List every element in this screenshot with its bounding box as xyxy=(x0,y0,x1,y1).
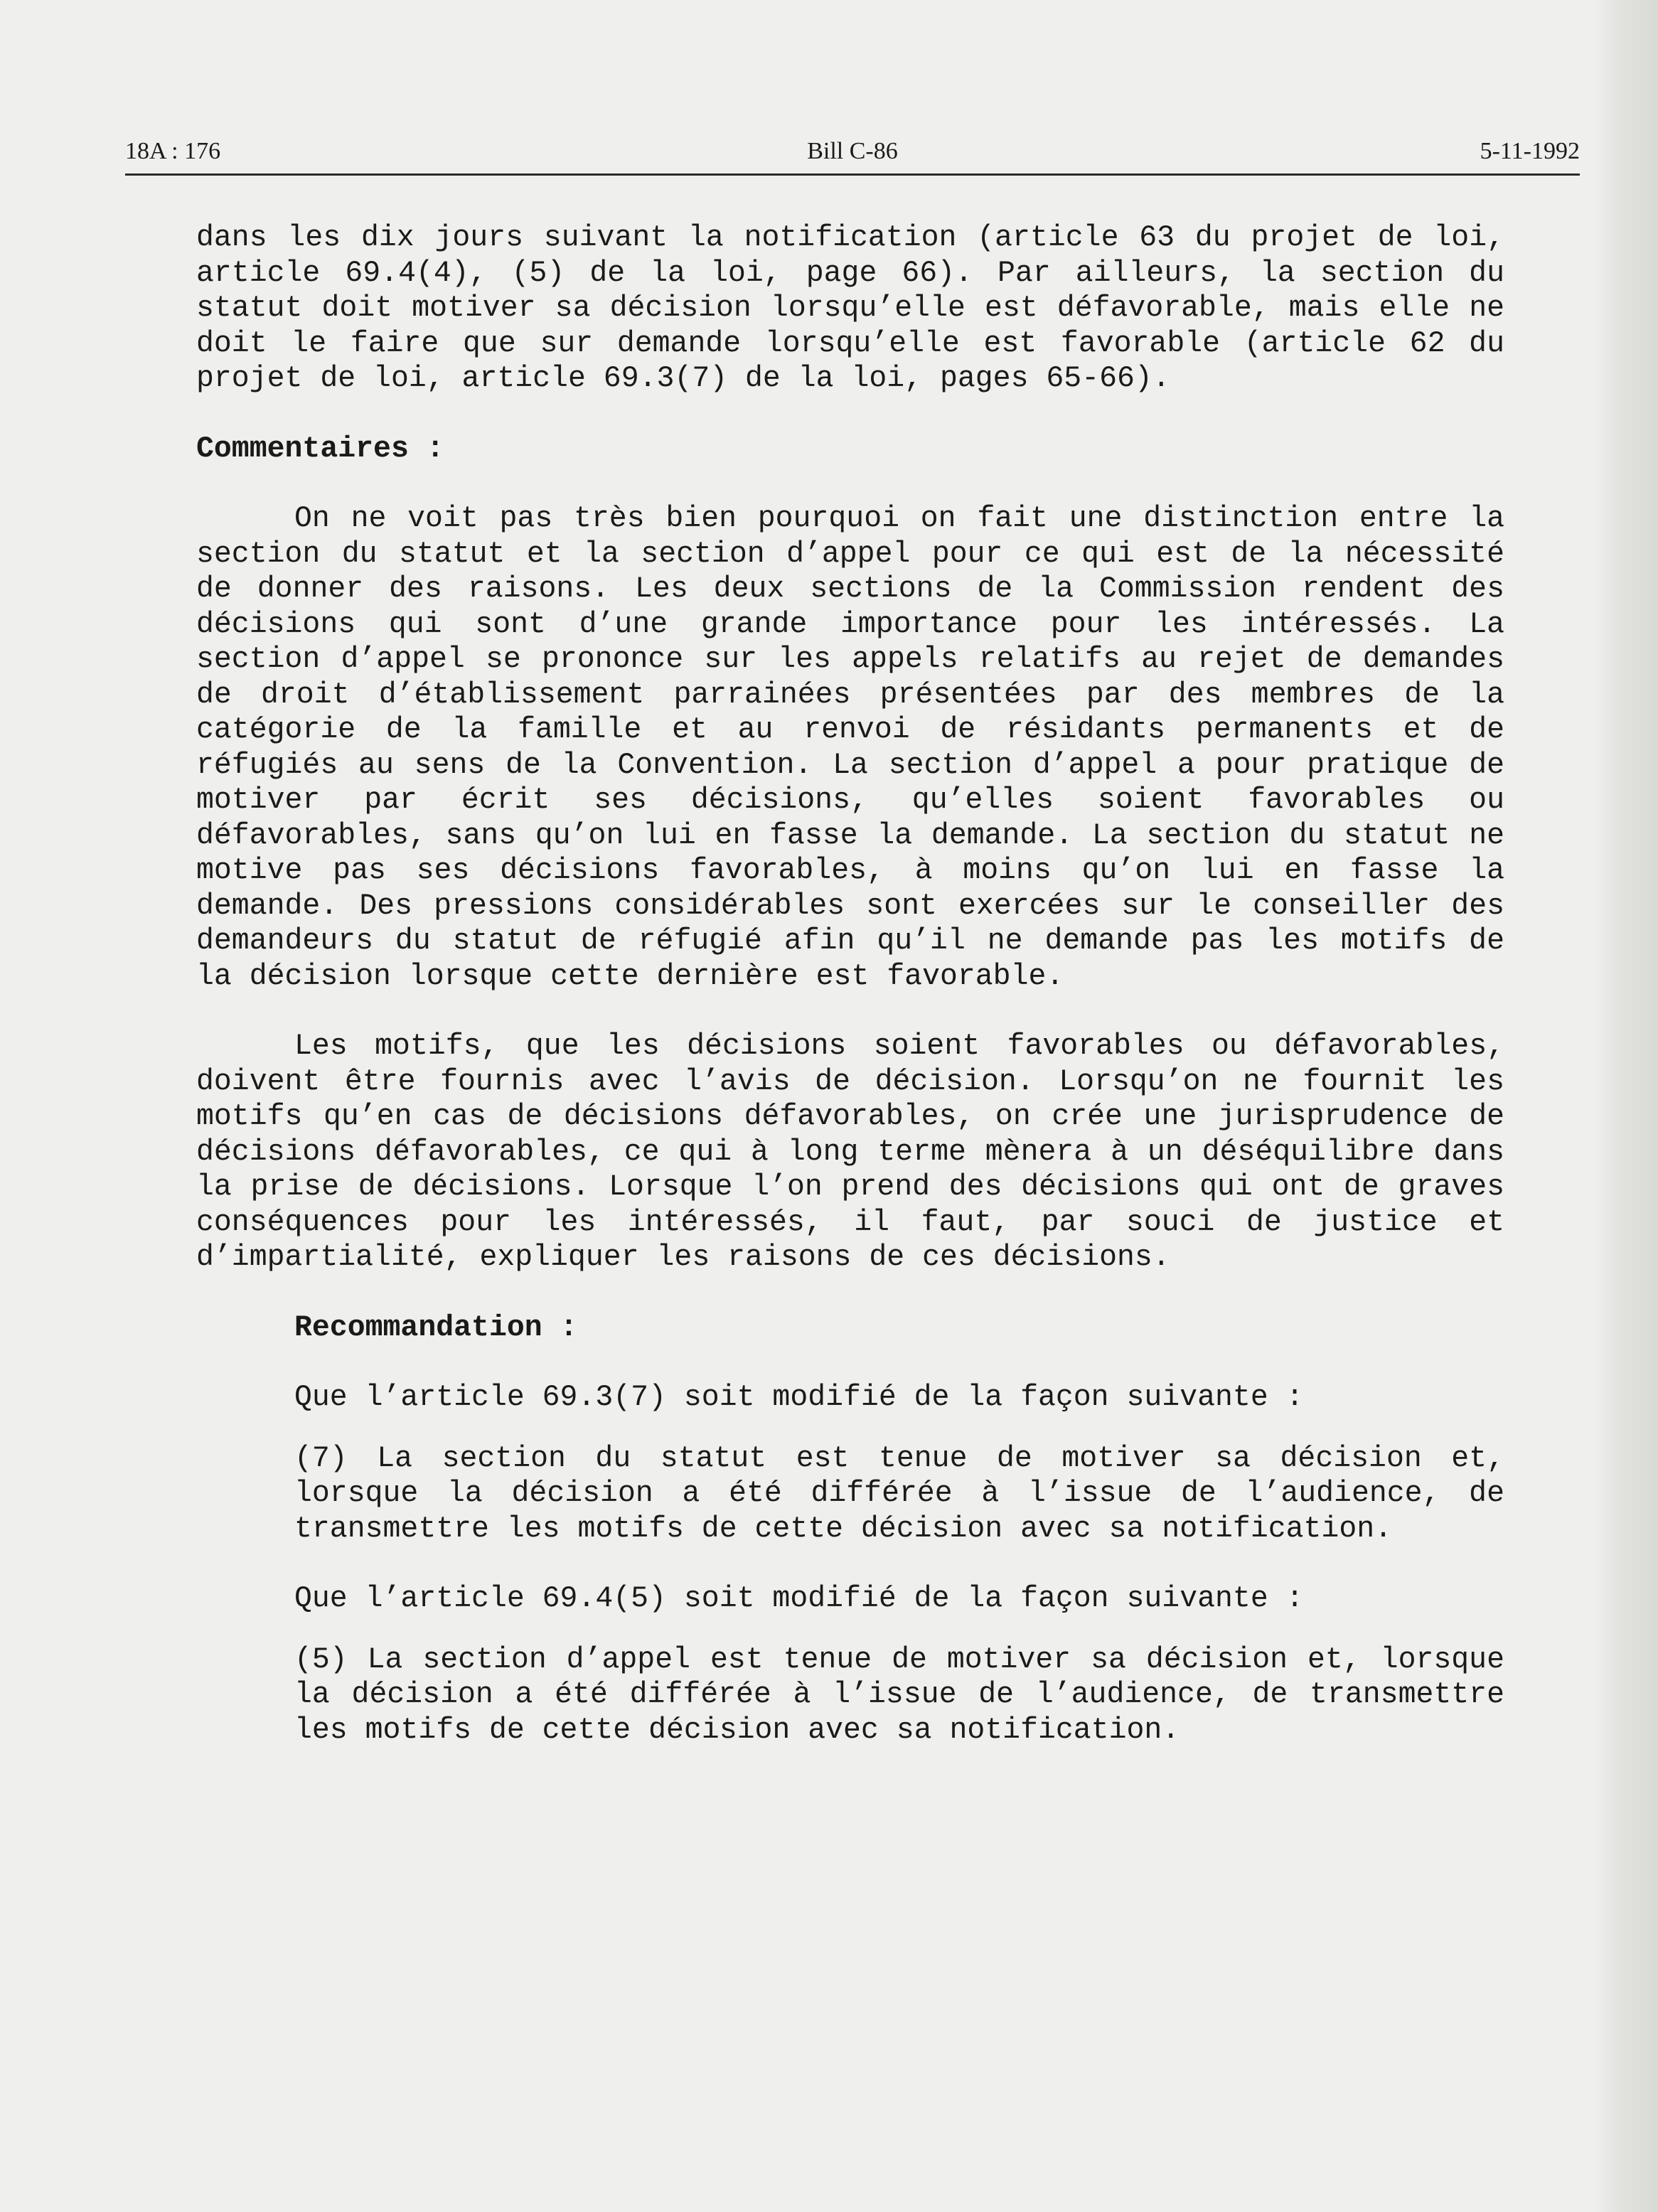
intro-paragraph: dans les dix jours suivant la notification (article 63 du projet de loi, article 69.4(4), (5) de la loi, page 66). Par ailleurs, la section du statut doit motiver sa décision lorsqu’elle est défavorable, mais elle ne doit le faire que sur demande lorsqu’elle est favorable (article 62 du projet de loi, article 69.3(7) de la loi, pages 65-66). xyxy=(196,221,1504,395)
comment-paragraph-2: Les motifs, que les décisions soient favorables ou défavorables, doivent être fournis avec l’avis de décision. Lorsqu’on ne fournit les motifs qu’en cas de décisions défavorables, on crée une jurisprudence de décisions défavorables, ce qui à long terme mènera à un déséquilibre dans la prise de décisions. Lorsque l’on prend des décisions qui ont de graves conséquences pour les intéressés, il faut, par souci de justice et d’impartialité, expliquer les raisons de ces décisions. xyxy=(196,1030,1504,1274)
commentaires-heading: Commentaires : xyxy=(196,432,444,466)
header-date: 5-11-1992 xyxy=(1480,138,1580,164)
recommandation-heading: Recommandation : xyxy=(294,1310,578,1345)
recommendation-1-text: (7) La section du statut est tenue de motiver sa décision et, lorsque la décision a été différée à l’issue de l’audience, de transmettre les motifs de cette décision avec sa notification. xyxy=(294,1441,1504,1546)
header-page-number: 18A : 176 xyxy=(125,138,221,164)
recommendation-2-text: (5) La section d’appel est tenue de motiver sa décision et, lorsque la décision a été différée à l’issue de l’audience, de transmettre les motifs de cette décision avec sa notification. xyxy=(294,1642,1504,1747)
page-edge-shadow xyxy=(1594,0,1658,2212)
recommendation-2-intro: Que l’article 69.4(5) soit modifié de la façon suivante : xyxy=(294,1582,1304,1615)
header-rule xyxy=(125,173,1580,176)
page-header xyxy=(125,134,1580,176)
recommendation-1-intro: Que l’article 69.3(7) soit modifié de la façon suivante : xyxy=(294,1381,1304,1414)
document-body xyxy=(196,220,1504,1748)
comment-paragraph-1: On ne voit pas très bien pourquoi on fait une distinction entre la section du statut et la section d’appel pour ce qui est de la nécessité de donner des raisons. Les deux sections de la Commission rendent des décisions qui sont d’une grande importance pour les intéressés. La section d’appel se prononce sur les appels relatifs au rejet de demandes de droit d’établissement parrainées présentées par des membres de la catégorie de la famille et au renvoi de résidants permanents et de réfugiés au sens de la Convention. La section d’appel a pour pratique de motiver par écrit ses décisions, qu’elles soient favorables ou défavorables, sans qu’on lui en fasse la demande. La section du statut ne motive pas ses décisions favorables, à moins qu’on lui en fasse la demande. Des pressions considérables sont exercées sur le conseiller des demandeurs du statut de réfugié afin qu’il ne demande pas les motifs de la décision lorsque cette dernière est favorable. xyxy=(196,502,1504,993)
header-bill-title: Bill C-86 xyxy=(807,138,898,164)
